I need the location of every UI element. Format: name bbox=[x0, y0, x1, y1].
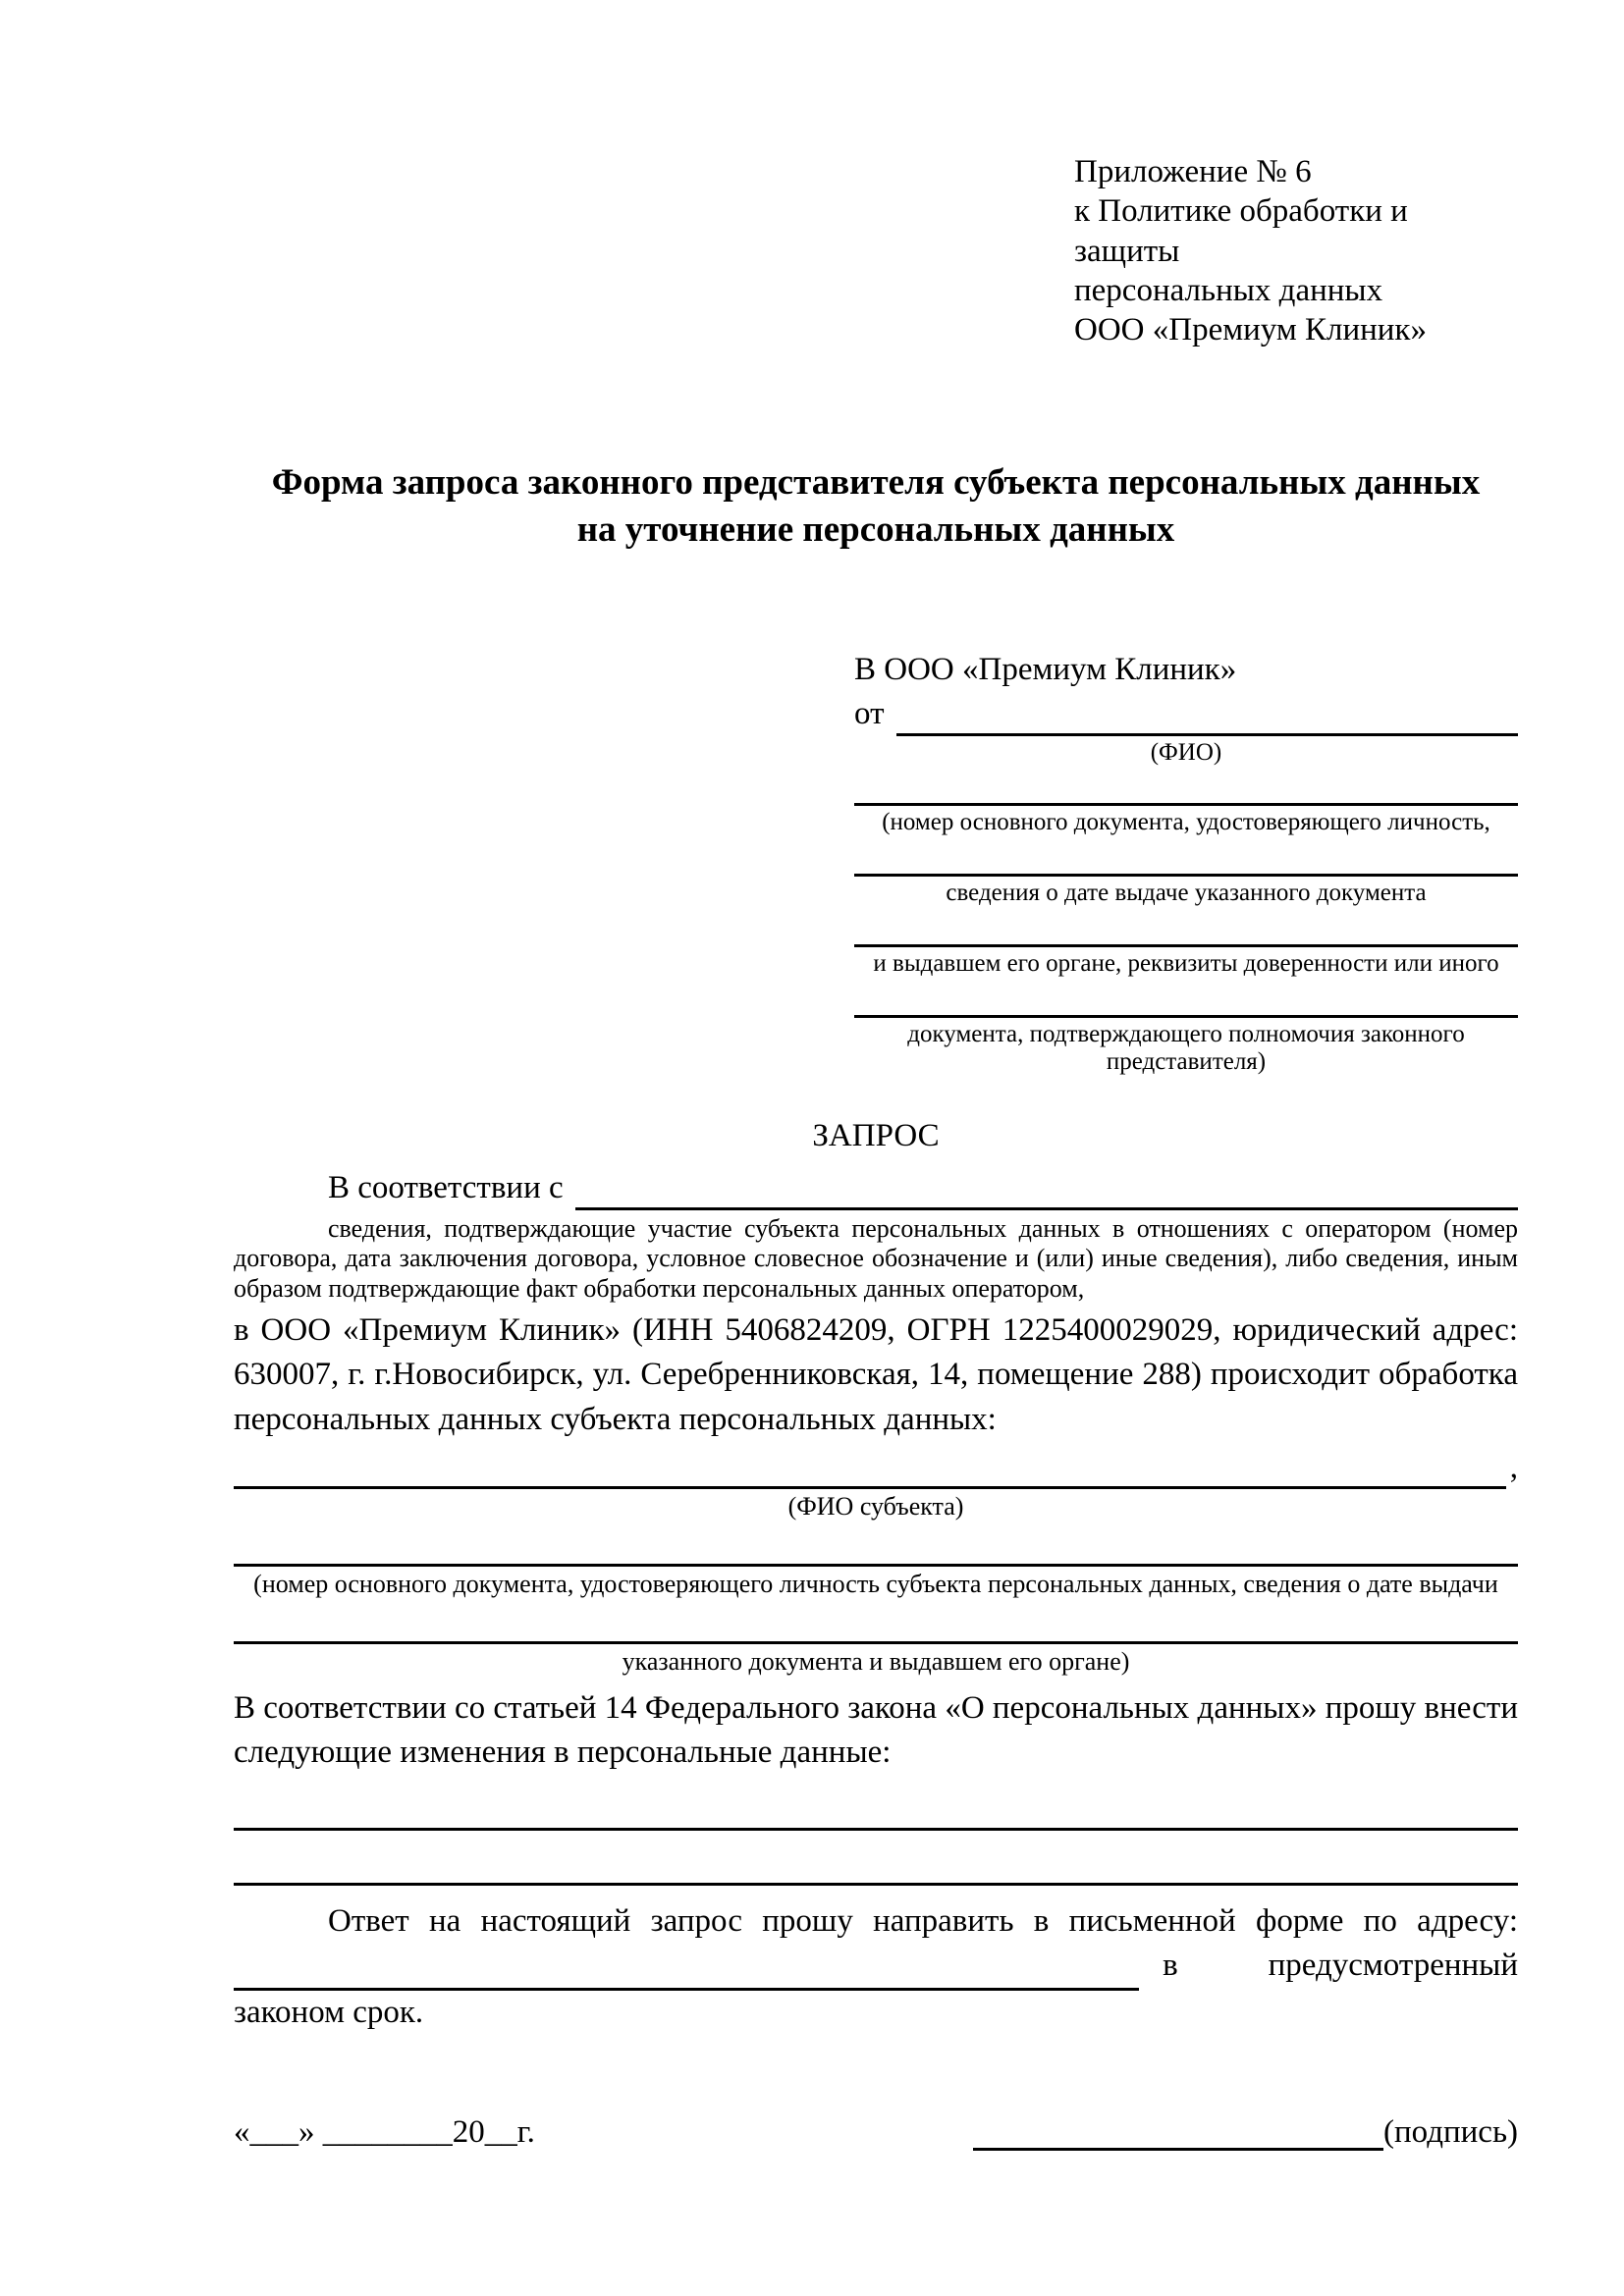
subject-doc-blank-1[interactable] bbox=[234, 1522, 1518, 1567]
operator-paragraph: в ООО «Премиум Клиник» (ИНН 5406824209, ОГРН 1225400029029, юридический адрес: 630007, г. г.Новосибирск, ул. Серебренниковская, 14, помещение 288) происходит обработка персональных данных субъекта персональных данных: bbox=[234, 1311, 1518, 1437]
subject-doc-caption-1: (номер основного документа, удостоверяющего личность субъекта персональных данных, сведения о дате выдачи bbox=[253, 1570, 1498, 1599]
accordance-blank[interactable] bbox=[575, 1166, 1518, 1210]
appendix-line-1: Приложение № 6 bbox=[1074, 154, 1312, 189]
answer-line-2 bbox=[234, 1944, 1518, 1991]
address-blank[interactable] bbox=[234, 1944, 1139, 1991]
addressee-organization: В ООО «Премиум Клиник» bbox=[854, 652, 1237, 688]
representative-doc-blank-4[interactable] bbox=[854, 979, 1518, 1018]
title-line-1: Форма запроса законного представителя субъекта персональных данных bbox=[271, 462, 1481, 504]
representative-doc-caption-2: сведения о дате выдаче указанного документа bbox=[946, 880, 1427, 907]
accordance-footnote: сведения, подтверждающие участие субъекта персональных данных в отношениях с оператором (номер договора, дата заключения договора, условное словесное обозначение и (или) иные сведения), либо сведения, иным образом подтверждающие факт обработки персональных данных оператором, bbox=[234, 1213, 1518, 1303]
subject-fio-blank[interactable] bbox=[234, 1444, 1506, 1489]
accordance-label: В соответствии с bbox=[328, 1170, 564, 1206]
date-line[interactable]: «___» ________20__г. bbox=[234, 2113, 535, 2150]
subject-fio-comma: , bbox=[1509, 1449, 1518, 1485]
document-title bbox=[234, 459, 1518, 554]
from-row bbox=[854, 692, 1518, 736]
request-heading: ЗАПРОС bbox=[812, 1118, 940, 1154]
representative-fio-caption: (ФИО) bbox=[1150, 738, 1222, 766]
subject-doc-caption-2: указанного документа и выдавшем его органе) bbox=[622, 1646, 1130, 1676]
accordance-row bbox=[234, 1166, 1518, 1210]
signature-group bbox=[973, 2114, 1518, 2151]
representative-fio-blank[interactable] bbox=[896, 692, 1519, 736]
signature-caption: (подпись) bbox=[1383, 2113, 1518, 2150]
answer-line-1: Ответ на настоящий запрос прошу направить в письменной форме по адресу: bbox=[328, 1902, 1518, 1939]
subject-fio-row bbox=[234, 1444, 1518, 1489]
title-line-2: на уточнение персональных данных bbox=[576, 509, 1175, 551]
representative-doc-caption-3: и выдавшем его органе, реквизиты доверенности или иного bbox=[873, 949, 1499, 977]
answer-word-2: предусмотренный bbox=[1268, 1948, 1518, 1984]
appendix-line-2: к Политике обработки и защиты bbox=[1074, 193, 1408, 269]
representative-doc-caption-4: документа, подтверждающего полномочия законного представителя) bbox=[907, 1020, 1465, 1076]
signature-blank[interactable] bbox=[973, 2114, 1383, 2151]
changes-blank-2[interactable] bbox=[234, 1831, 1518, 1886]
appendix-line-4: ООО «Премиум Клиник» bbox=[1074, 312, 1427, 347]
representative-doc-blank-2[interactable] bbox=[854, 837, 1518, 877]
representative-doc-caption-1: (номер основного документа, удостоверяющего личность, bbox=[882, 809, 1490, 836]
representative-doc-blank-3[interactable] bbox=[854, 908, 1518, 947]
from-label: от bbox=[854, 695, 885, 731]
law-paragraph: В соответствии со статьей 14 Федерального закона «О персональных данных» прошу внести следующие изменения в персональные данные: bbox=[234, 1689, 1518, 1771]
subject-doc-blank-2[interactable] bbox=[234, 1599, 1518, 1644]
subject-fio-caption: (ФИО субъекта) bbox=[787, 1492, 964, 1522]
answer-line-3: законом срок. bbox=[234, 1995, 424, 2031]
date-signature-row bbox=[234, 2114, 1518, 2151]
changes-blank-1[interactable] bbox=[234, 1776, 1518, 1831]
representative-doc-blank-1[interactable] bbox=[854, 767, 1518, 806]
answer-word-1: в bbox=[1163, 1948, 1178, 1984]
appendix-line-3: персональных данных bbox=[1074, 272, 1383, 308]
addressee-block bbox=[854, 648, 1518, 1077]
appendix-block bbox=[1074, 152, 1518, 349]
